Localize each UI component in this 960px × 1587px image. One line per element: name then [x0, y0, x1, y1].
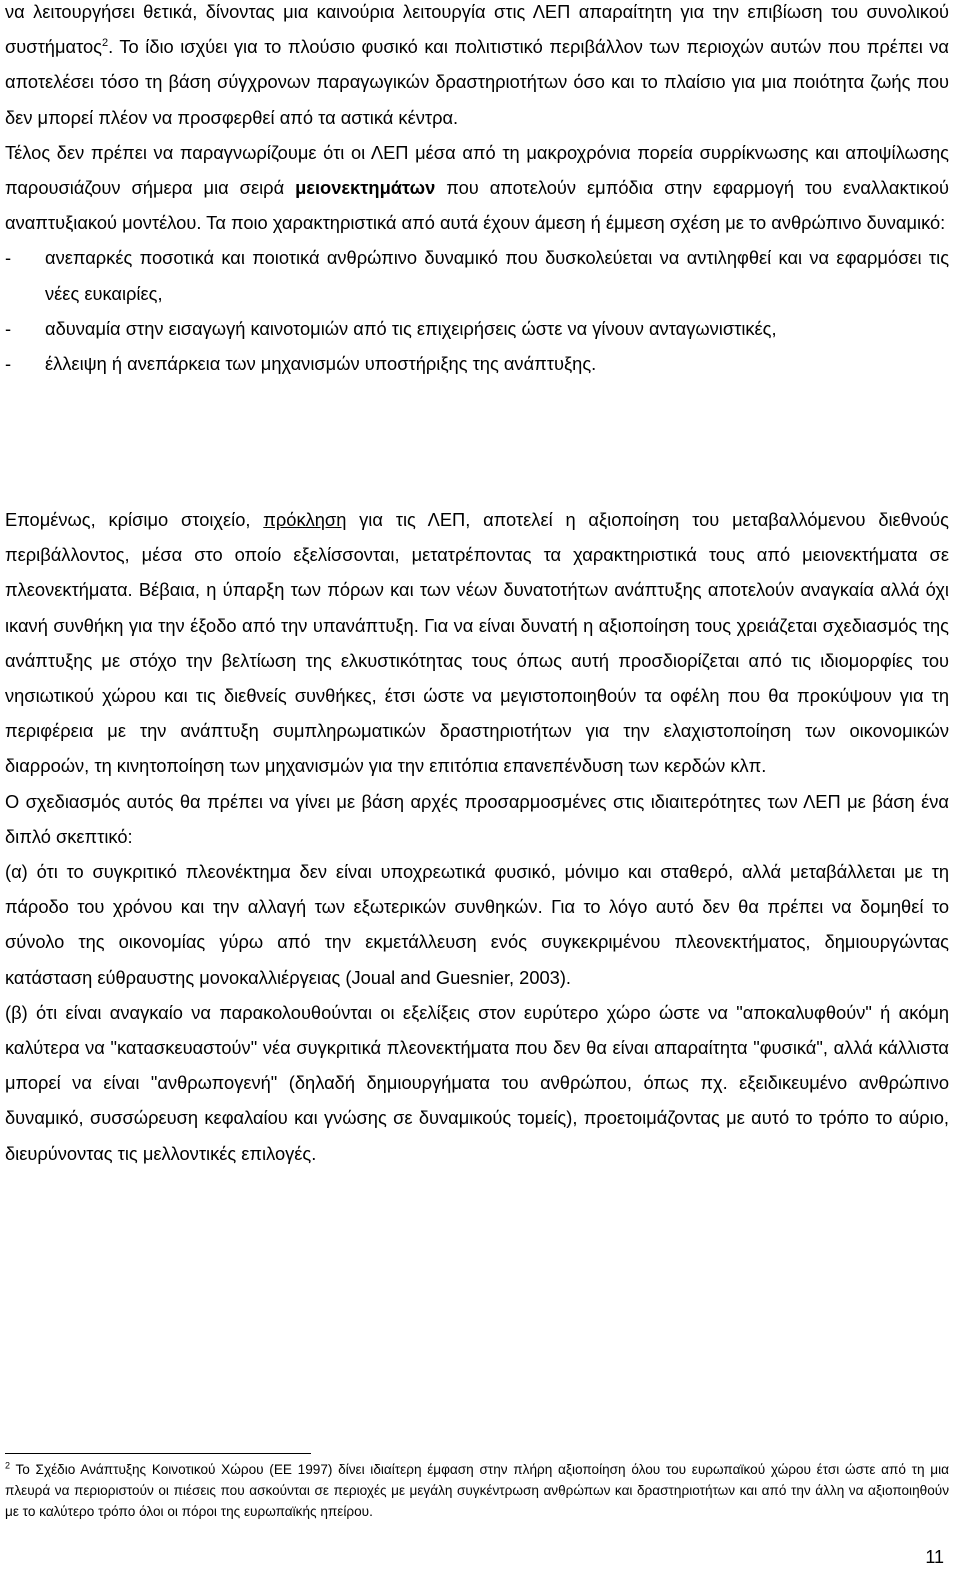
- footnote-number: 2: [5, 1460, 11, 1471]
- list-dash: -: [5, 353, 12, 375]
- list-dash: -: [5, 317, 12, 339]
- paragraph-3-text: Επομένως, κρίσιμο στοιχείο,: [5, 509, 264, 530]
- footnote-text: Το Σχέδιο Ανάπτυξης Κοινοτικού Χώρου (ΕΕ 1997) δίνει ιδιαίτερη έμφαση στην πλήρη αξιοποίηση όλου του ευρωπαϊκού χώρου έτσι ώστε από τη μια πλευρά να περιοριστούν οι πιέσεις που ασκούνται σε περιοχές με μεγάλη συγκέντρωση ανθρώπων και δραστηριοτήτων και από την άλλη να αξιοποιηθούν με το καλύτερο τρόπο όλοι οι πόροι της ευρωπαϊκής ηπείρου.: [5, 1462, 949, 1519]
- paragraph-4: Ο σχεδιασμός αυτός θα πρέπει να γίνει με βάση αρχές προσαρμοσμένες στις ιδιαιτερότητες των ΛΕΠ με βάση ένα διπλό σκεπτικό:: [5, 790, 949, 847]
- paragraph-6: (β) ότι είναι αναγκαίο να παρακολουθούνται οι εξελίξεις στον ευρύτερο χώρο ώστε να "αποκαλυφθούν" ή ακόμη καλύτερα να "κατασκευαστούν" νέα συγκριτικά πλεονεκτήματα που δεν θα είναι απαραίτητα "φυσικά", αλλά κάλλιστα μπορεί να είναι "ανθρωπογενή" (δηλαδή δημιουργήματα του ανθρώπου, όπως πχ. εξειδικευμένο ανθρώπινο δυναμικό, συσσώρευση κεφαλαίου και γνώσης σε δυναμικούς τομείς), προετοιμάζοντας με αυτό το τρόπο το αύριο, διευρύνοντας τις μελλοντικές επιλογές.: [5, 1001, 949, 1164]
- paragraph-1-text: να λειτουργήσει θετικά, δίνοντας μια καινούρια λειτουργία στις ΛΕΠ απαραίτητη για την επιβίωση του συνολικού συστήματος: [5, 1, 949, 58]
- footnote-text-block: [5, 1459, 949, 1522]
- paragraph-1-text-rest: . Το ίδιο ισχύει για το πλούσιο φυσικό και πολιτιστικό περιβάλλον των περιοχών αυτών που πρέπει να αποτελέσει τόσο τη βάση σύγχρονων παραγωγικών δραστηριοτήτων όσο και το πλαίσιο για μια ποιότητα ζωής που δεν μπορεί πλέον να προσφερθεί από τα αστικά κέντρα.: [5, 36, 949, 128]
- paragraph-3: [5, 502, 949, 784]
- list-item: [5, 240, 949, 310]
- footnote-reference[interactable]: 2: [102, 37, 109, 50]
- list-item-text: αδυναμία στην εισαγωγή καινοτομιών από τις επιχειρήσεις ώστε να γίνουν ανταγωνιστικές,: [45, 317, 777, 339]
- bold-term: μειονεκτημάτων: [295, 177, 436, 199]
- paragraph-1: [5, 0, 949, 135]
- text-section-2: [5, 502, 949, 1171]
- paragraph-2-text: Τέλος δεν πρέπει να παραγνωρίζουμε ότι οι ΛΕΠ μέσα από τη μακροχρόνια πορεία συρρίκνωσης και αποψίλωσης παρουσιάζουν σήμερα μια σειρά: [5, 141, 949, 199]
- paragraph-3-text-rest: για τις ΛΕΠ, αποτελεί η αξιοποίηση του μεταβαλλόμενου διεθνούς περιβάλλοντος, μέσα στο οποίο εξελίσσονται, μετατρέποντας τα χαρακτηριστικά τους από μειονεκτήματα σε πλεονεκτήματα. Βέβαια, η ύπαρξη των πόρων και των νέων δυνατοτήτων ανάπτυξης αποτελούν αναγκαία αλλά όχι ικανή συνθήκη για την έξοδο από την υπανάπτυξη. Για να είναι δυνατή η αξιοποίηση τους χρειάζεται σχεδιασμός της ανάπτυξης με στόχο την βελτίωση της ελκυστικότητας τους όπως αυτή προσδιορίζεται από τις ιδιομορφίες του νησιωτικού χώρου και τις διεθνείς συνθήκες, έτσι ώστε να μεγιστοποιηθούν τα οφέλη που θα προκύψουν για τη περιφέρεια με την ανάπτυξη συμπληρωματικών δραστηριοτήτων για την ελαχιστοποίηση των οικονομικών διαρροών, τη κινητοποίηση των μηχανισμών για την επιτόπια επανεπένδυση των κερδών κλπ.: [5, 509, 949, 777]
- underlined-term: πρόκληση: [263, 509, 347, 530]
- paragraph-2: [5, 135, 949, 241]
- paragraph-5: (α) ότι το συγκριτικό πλεονέκτημα δεν είναι υποχρεωτικά φυσικό, μόνιμο και σταθερό, αλλά μεταβάλλεται με τη πάροδο του χρόνου και την αλλαγή των εξωτερικών συνθηκών. Για το λόγο αυτό δεν θα πρέπει να δομηθεί το σύνολο της οικονομίας γύρω από την εκμετάλλευση ενός συγκεκριμένου πλεονεκτήματος, δημιουργώντας κατάσταση εύθραυστης μονοκαλλιέργειας (Joual and Guesnier, 2003).: [5, 861, 949, 988]
- list-dash: -: [5, 247, 12, 269]
- list-item: [5, 311, 949, 346]
- paragraph-2-text-rest: που αποτελούν εμπόδια στην εφαρμογή του εναλλακτικού αναπτυξιακού μοντέλου. Τα ποιο χαρακτηριστικά από αυτά έχουν άμεση ή έμμεση σχέση με το ανθρώπινο δυναμικό:: [5, 177, 949, 234]
- text-section-1: [5, 0, 949, 381]
- page-number: 11: [925, 1547, 944, 1567]
- footnote: [5, 1459, 949, 1522]
- list-item: [5, 346, 949, 381]
- list-item-text: έλλειψη ή ανεπάρκεια των μηχανισμών υποστήριξης της ανάπτυξης.: [45, 353, 597, 375]
- footnote-separator: [5, 1453, 311, 1454]
- list-item-text: ανεπαρκές ποσοτικά και ποιοτικά ανθρώπινο δυναμικό που δυσκολεύεται να αντιληφθεί και να εφαρμόσει τις νέες ευκαιρίες,: [45, 247, 949, 304]
